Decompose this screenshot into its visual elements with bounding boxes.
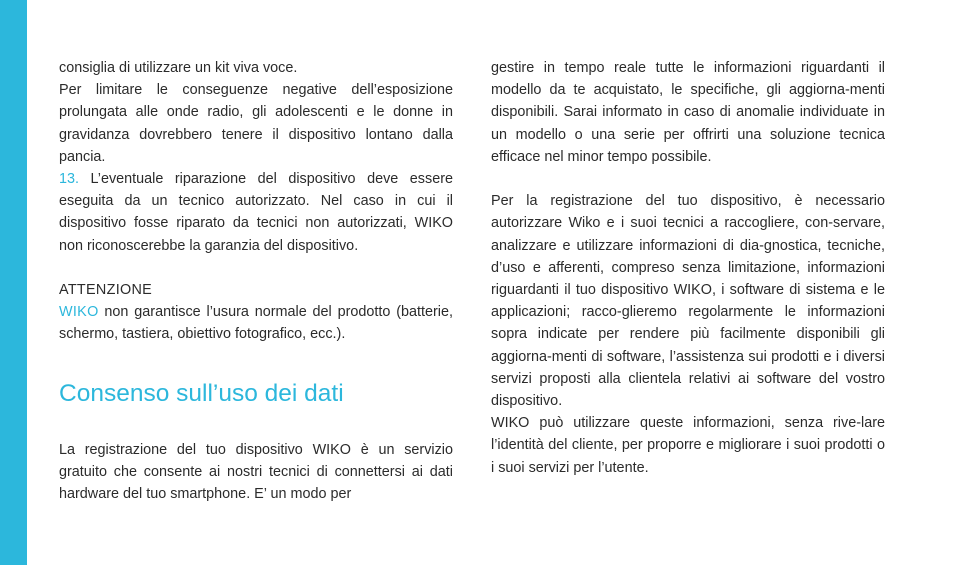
- side-accent-bar: [0, 0, 27, 565]
- paragraph-authorization: Per la registrazione del tuo dispositivo, è necessario autorizzare Wiko e i suoi tecnici a raccogliere, con-servare, analizzare e utilizzare informazioni di dia-gnostica, tecniche, d’uso e afferenti, compreso senza limitazione, informazioni riguardanti il tuo dispositivo WIKO, i software di sistema e le applicazioni; racco-glieremo regolarmente le informazioni sopra indicate per rendere più facilmente disponibili gli aggiorna-menti di software, l’assistenza sui prodotti e i diversi servizi proposti alla clientela relativi ai software del vostro dispositivo.: [491, 193, 885, 410]
- spacer: [59, 257, 453, 279]
- left-column: [59, 57, 453, 505]
- paragraph-handsfree: consiglia di utilizzare un kit viva voce.: [59, 60, 298, 76]
- attention-text: non garantisce l’usura normale del prodotto (batterie, schermo, tastiera, obiettivo fotografico, ecc.).: [59, 304, 454, 343]
- item-13-number: 13.: [59, 171, 80, 188]
- paragraph-registration: La registrazione del tuo dispositivo WIKO è un servizio gratuito che consente ai nostri tecnici di connettersi ai dati hardware del tuo smartphone. E’ un modo per: [59, 441, 453, 503]
- paragraph-radio-exposure: Per limitare le conseguenze negative dell’esposizione prolungata alle onde radio, gli adolescenti e le donne in gravidanza dovrebbero tenere il dispositivo lontano dalla pancia.: [59, 82, 453, 165]
- paragraph-realtime-info: gestire in tempo reale tutte le informazioni riguardanti il modello da te acquistato, le specifiche, gli aggiorna-menti disponibili. Sarai informato in caso di anomalie individuate in un modello o una serie per offrirti una soluzione tecnica efficace nel minor tempo possibile.: [491, 60, 885, 165]
- attention-brand: WIKO: [59, 304, 99, 321]
- item-13: [59, 168, 453, 257]
- spacer: [491, 168, 885, 190]
- right-column: [491, 57, 885, 479]
- item-13-text: L’eventuale riparazione del dispositivo deve essere eseguita da un tecnico autorizzato. Nel caso in cui il dispositivo fosse riparato da tecnici non autorizzati, WIKO non riconoscerebbe la garanzia del dispositivo.: [59, 171, 453, 254]
- attention-paragraph: [59, 301, 453, 345]
- attention-heading: ATTENZIONE: [59, 282, 153, 299]
- section-title: Consenso sull’uso dei dati: [59, 379, 344, 407]
- paragraph-usage: WIKO può utilizzare queste informazioni, senza rive-lare l’identità del cliente, per proporre e migliorare i suoi prodotti o i suoi servizi per l’utente.: [491, 415, 885, 476]
